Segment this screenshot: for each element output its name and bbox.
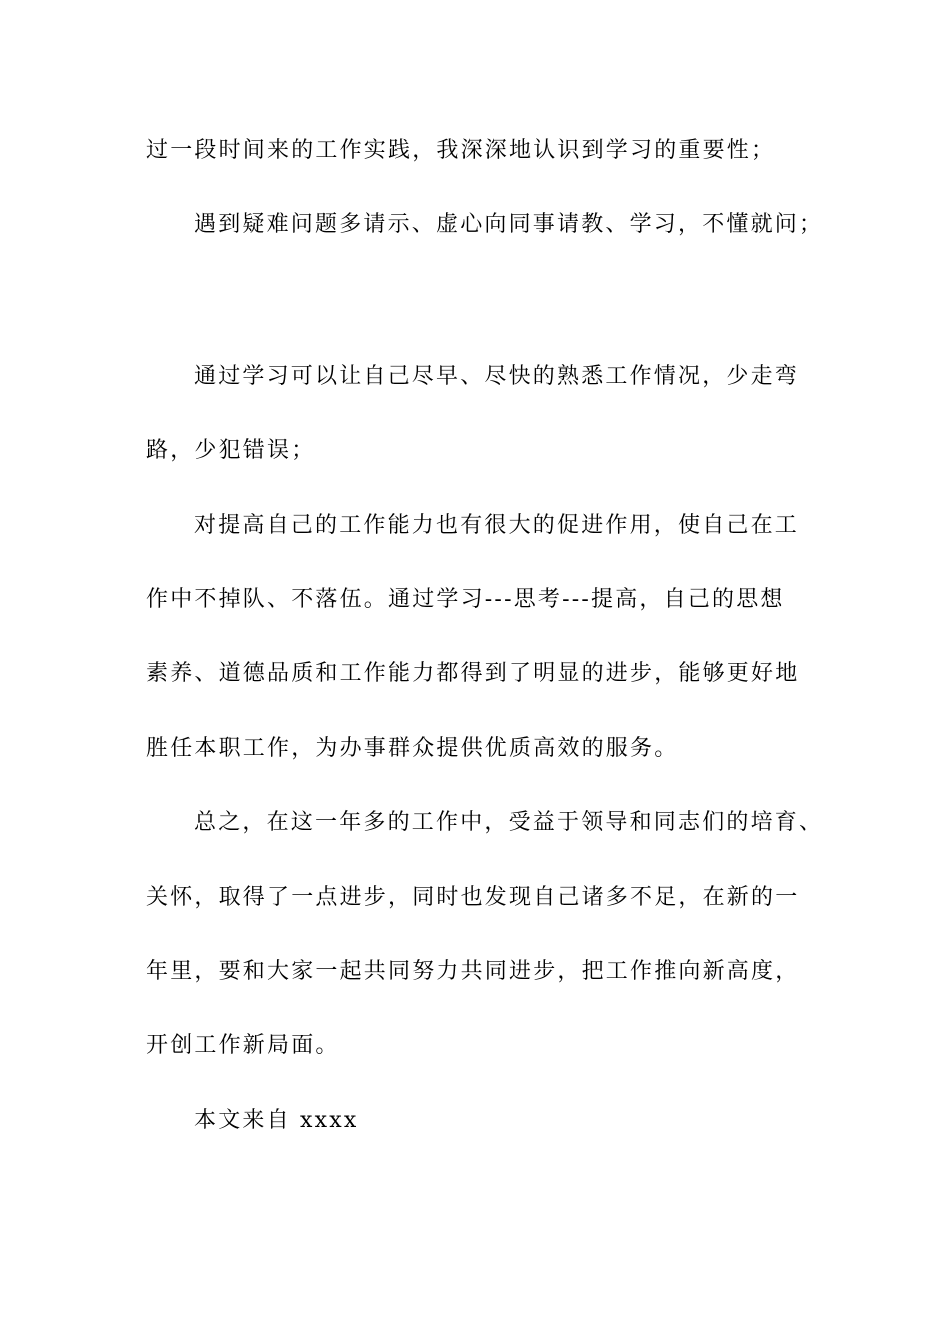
text-line-8: 胜任本职工作，为办事群众提供优质高效的服务。	[146, 736, 679, 761]
text-line-3: 通过学习可以让自己尽早、尽快的熟悉工作情况，少走弯	[194, 364, 800, 389]
text-line-4: 路，少犯错误；	[146, 438, 316, 463]
text-line-2: 遇到疑难问题多请示、虚心向同事请教、学习，不懂就问；	[194, 212, 824, 237]
source-line: 本文来自 xxxx	[194, 1108, 359, 1133]
text-line-6: 作中不掉队、不落伍。通过学习---思考---提高，自己的思想	[146, 587, 785, 612]
text-line-5: 对提高自己的工作能力也有很大的促进作用，使自己在工	[194, 513, 800, 538]
text-line-11: 年里，要和大家一起共同努力共同进步，把工作推向新高度，	[146, 959, 800, 984]
text-line-12: 开创工作新局面。	[146, 1033, 340, 1058]
text-line-9: 总之，在这一年多的工作中，受益于领导和同志们的培育、	[194, 810, 824, 835]
text-line-7: 素养、道德品质和工作能力都得到了明显的进步，能够更好地	[146, 661, 800, 686]
text-line-1: 过一段时间来的工作实践，我深深地认识到学习的重要性；	[146, 138, 776, 163]
text-line-10: 关怀，取得了一点进步，同时也发现自己诸多不足，在新的一	[146, 885, 800, 910]
